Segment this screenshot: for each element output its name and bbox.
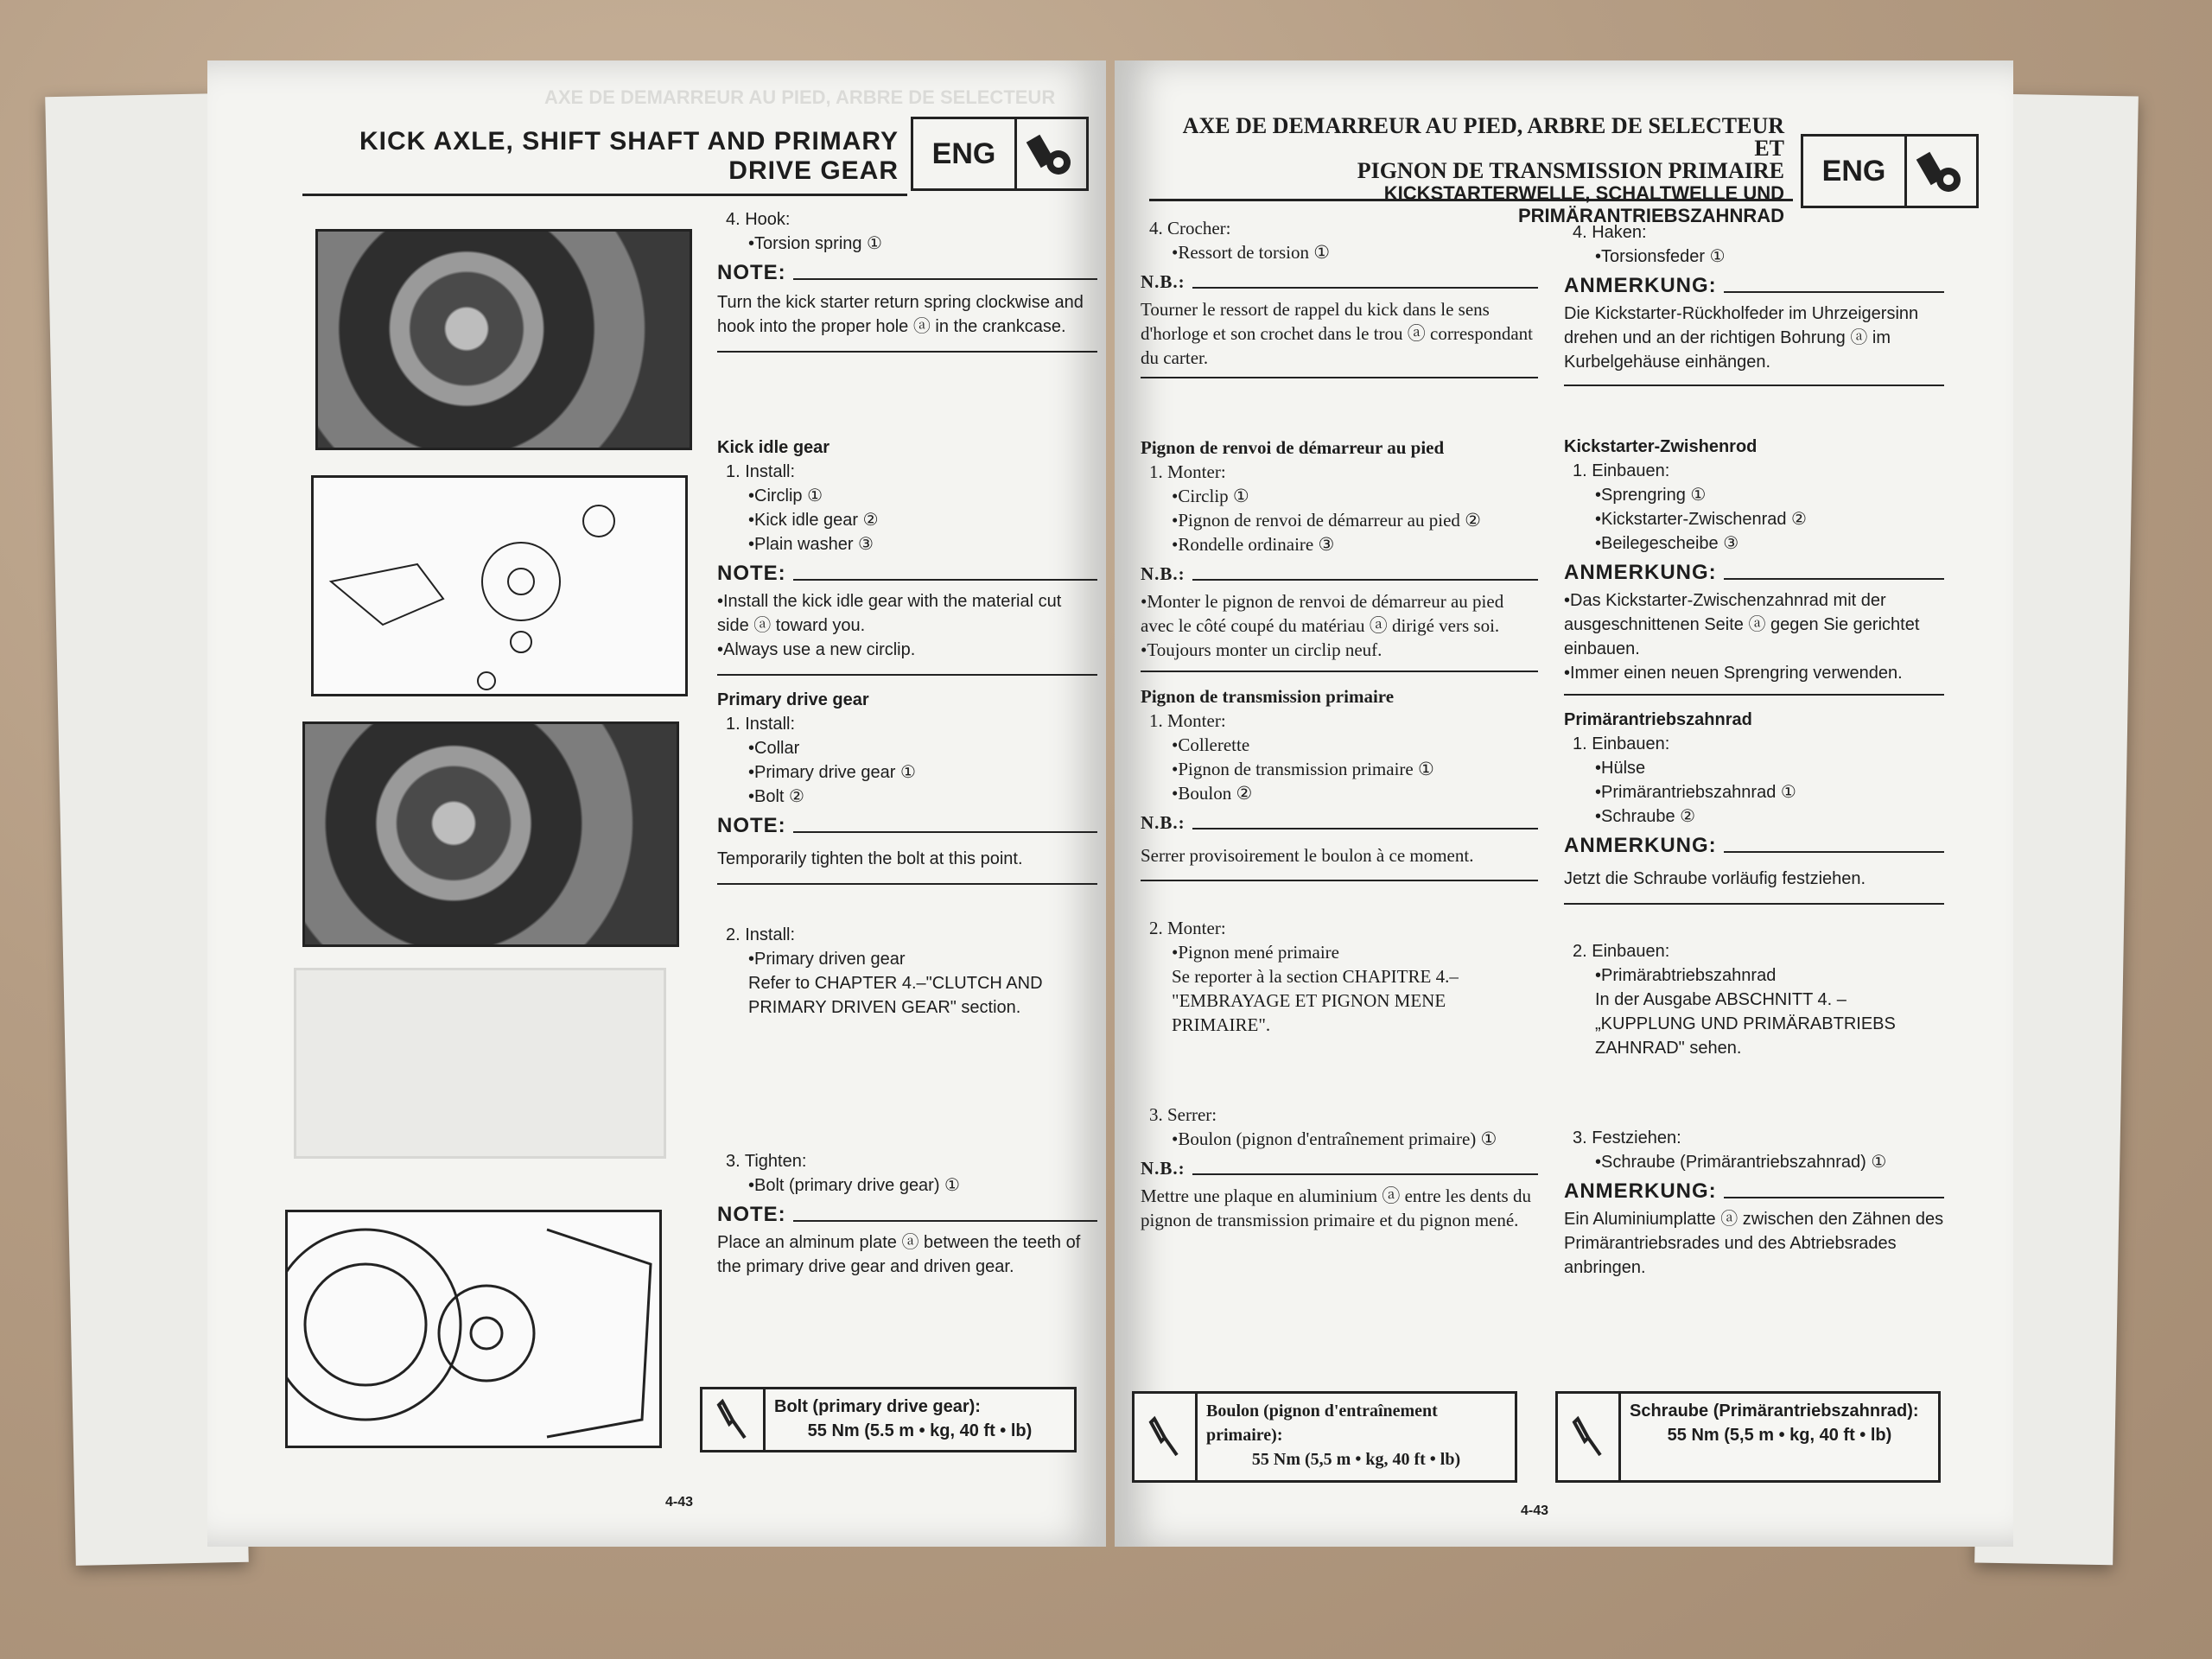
- primary-item: •Bolt ②: [748, 787, 804, 806]
- note-label: NOTE:: [717, 261, 786, 284]
- idle-item: •Circlip ①: [748, 486, 823, 505]
- anmerkung-label: ANMERKUNG:: [1564, 274, 1717, 297]
- fr-serrer-nb-header: [1141, 1156, 1538, 1180]
- install2-item: •Primary driven gear: [748, 950, 906, 969]
- de-idle-item: •Sprengring ①: [1595, 486, 1707, 505]
- de-primary-item: •Hülse: [1595, 759, 1646, 778]
- page-number: 4-43: [1521, 1503, 1549, 1518]
- note-label: NOTE:: [717, 562, 786, 585]
- eng-badge: [911, 117, 1089, 191]
- primary-item: •Primary drive gear ①: [748, 763, 916, 782]
- german-column: [1564, 220, 1944, 1280]
- divider: [717, 883, 1097, 885]
- fr-primary-step: 1. Monter:: [1149, 710, 1226, 731]
- fr-serrer-item: •Boulon (pignon d'entraînement primaire) ①: [1172, 1128, 1497, 1149]
- torque-spec-box: [700, 1387, 1077, 1452]
- divider: [1564, 903, 1944, 905]
- install2-ref: Refer to CHAPTER 4.–"CLUTCH AND PRIMARY DRIVEN GEAR" section.: [748, 974, 1043, 1017]
- idle-note-header: [717, 562, 1097, 586]
- engine-icon: [1907, 137, 1976, 206]
- fr-torque-value: 55 Nm (5,5 m • kg, 40 ft • lb): [1251, 1450, 1461, 1469]
- de-primary-note: Jetzt die Schraube vorläufig festziehen.: [1564, 869, 1866, 888]
- fr-idle-note: •Monter le pignon de renvoi de démarreur au pied avec le côté coupé du matériau ⓐ dirigé vers soi.: [1141, 591, 1504, 636]
- nb-label: N.B.:: [1141, 563, 1185, 584]
- hook-note-header: [717, 261, 1097, 285]
- fr-idle-item: •Rondelle ordinaire ③: [1172, 534, 1335, 555]
- fr-hook-step: 4. Crocher:: [1149, 218, 1231, 238]
- de-idle-step: 1. Einbauen:: [1573, 461, 1670, 480]
- divider: [1141, 377, 1538, 378]
- fr-mount2-step: 2. Monter:: [1149, 918, 1226, 938]
- fr-torque-spec-box: [1132, 1391, 1517, 1483]
- fr-serrer-step: 3. Serrer:: [1149, 1104, 1217, 1125]
- fr-idle-nb-header: [1141, 562, 1538, 586]
- primary-item: •Collar: [748, 739, 800, 758]
- title-rule: [302, 194, 907, 196]
- primary-drive-photo: [302, 721, 679, 947]
- tighten-step: 3. Tighten:: [726, 1152, 807, 1171]
- de-anm-header: [1564, 274, 1944, 298]
- de-torque-spec-box: [1555, 1391, 1941, 1483]
- note-label: NOTE:: [717, 814, 786, 837]
- page-number: 4-43: [665, 1495, 694, 1510]
- hook-item: •Torsion spring ①: [748, 234, 882, 253]
- engine-icon: [1017, 119, 1086, 188]
- fr-primary-note: Serrer provisoirement le boulon à ce moment.: [1141, 845, 1474, 866]
- idle-item: •Kick idle gear ②: [748, 511, 879, 530]
- idle-step: 1. Install:: [726, 462, 796, 481]
- fr-primary-item: •Boulon ②: [1172, 783, 1253, 804]
- primary-note: Temporarily tighten the bolt at this point.: [717, 849, 1023, 868]
- right-header: [1149, 108, 1979, 226]
- fr-serrer-note: Mettre une plaque en aluminium ⓐ entre les dents du pignon de transmission primaire et du pignon mené.: [1141, 1185, 1531, 1230]
- eng-badge: [1801, 134, 1979, 208]
- wrench-icon: [1558, 1394, 1621, 1480]
- anmerkung-label: ANMERKUNG:: [1564, 1179, 1717, 1203]
- fr-idle-item: •Pignon de renvoi de démarreur au pied ②: [1172, 510, 1481, 531]
- de-primary-heading: Primärantriebszahnrad: [1564, 710, 1752, 729]
- nb-label: N.B.:: [1141, 812, 1185, 833]
- de-primary-item: •Primärantriebszahnrad ①: [1595, 783, 1796, 802]
- torque-text: [766, 1389, 1074, 1450]
- fr-mount2-item: •Pignon mené primaire: [1172, 942, 1339, 963]
- wrench-icon: [1135, 1394, 1198, 1480]
- wrench-icon: [702, 1389, 766, 1450]
- idle-note: •Install the kick idle gear with the material cut side ⓐ toward you.: [717, 592, 1062, 635]
- french-column: [1141, 216, 1538, 1232]
- primary-step: 1. Install:: [726, 715, 796, 734]
- fr-hook-item: •Ressort de torsion ①: [1172, 242, 1331, 263]
- ghost-text: AXE DE DEMARREUR AU PIED, ARBRE DE SELECTEUR: [544, 86, 1056, 108]
- de-idle-item: •Kickstarter-Zwischenrad ②: [1595, 510, 1807, 529]
- de-hook-step: 4. Haken:: [1573, 223, 1647, 242]
- fr-mount2-ref: Se reporter à la section CHAPITRE 4.– "EMBRAYAGE ET PIGNON MENE PRIMAIRE".: [1172, 966, 1459, 1035]
- tighten-item: •Bolt (primary drive gear) ①: [748, 1176, 960, 1195]
- anmerkung-label: ANMERKUNG:: [1564, 834, 1717, 857]
- right-page: [1115, 60, 2013, 1547]
- de-idle-heading: Kickstarter-Zwishenrod: [1564, 437, 1758, 456]
- torque-value: 55 Nm (5.5 m • kg, 40 ft • lb): [807, 1421, 1033, 1440]
- fr-torque-text: [1198, 1394, 1515, 1480]
- de-torque-label: Schraube (Primärantriebszahnrad):: [1630, 1402, 1919, 1421]
- divider: [717, 674, 1097, 676]
- note-label: NOTE:: [717, 1203, 786, 1226]
- de-mount2-item: •Primärabtriebszahnrad: [1595, 966, 1777, 985]
- page-title: KICK AXLE, SHIFT SHAFT AND PRIMARY DRIVE GEAR: [359, 127, 899, 185]
- ghost-illustration: [294, 968, 666, 1159]
- de-festziehen-note: Ein Aluminiumplatte ⓐ zwischen den Zähnen des Primärantriebsrades und des Abtriebsrades anbringen.: [1564, 1210, 1944, 1277]
- idle-note: •Always use a new circlip.: [717, 640, 916, 659]
- hook-note: Turn the kick starter return spring clockwise and hook into the proper hole ⓐ in the crankcase.: [717, 293, 1084, 336]
- anmerkung-label: ANMERKUNG:: [1564, 561, 1717, 584]
- crankcase-photo: [315, 229, 692, 450]
- left-header: [302, 108, 1089, 203]
- de-idle-note: •Immer einen neuen Sprengring verwenden.: [1564, 664, 1903, 683]
- title-rule: [1149, 199, 1793, 201]
- de-mount2-step: 2. Einbauen:: [1573, 942, 1670, 961]
- tighten-note: Place an alminum plate ⓐ between the teeth of the primary drive gear and driven gear.: [717, 1233, 1081, 1276]
- de-primary-item: •Schraube ②: [1595, 807, 1696, 826]
- de-idle-note: •Das Kickstarter-Zwischenzahnrad mit der ausgeschnittenen Seite ⓐ gegen Sie gerichtet einbauen.: [1564, 591, 1920, 658]
- fr-hook-note: Tourner le ressort de rappel du kick dans le sens d'horloge et son crochet dans le trou ⓐ correspondant du carter.: [1141, 299, 1533, 368]
- eng-label: ENG: [1803, 137, 1907, 206]
- fr-nb-header: [1141, 270, 1538, 294]
- de-festziehen-step: 3. Festziehen:: [1573, 1128, 1681, 1147]
- de-torque-text: [1621, 1394, 1938, 1480]
- de-hook-note: Die Kickstarter-Rückholfeder im Uhrzeigersinn drehen und an der richtigen Bohrung ⓐ im Kurbelgehäuse einhängen.: [1564, 304, 1919, 372]
- fr-idle-note: •Toujours monter un circlip neuf.: [1141, 639, 1382, 660]
- left-text-column: [717, 207, 1097, 1279]
- eng-label: ENG: [913, 119, 1017, 188]
- divider: [1141, 880, 1538, 881]
- divider: [1564, 385, 1944, 386]
- nb-label: N.B.:: [1141, 271, 1185, 292]
- de-festziehen-item: •Schraube (Primärantriebszahnrad) ①: [1595, 1153, 1887, 1172]
- divider: [1141, 671, 1538, 672]
- fr-primary-item: •Pignon de transmission primaire ①: [1172, 759, 1434, 779]
- fr-idle-item: •Circlip ①: [1172, 486, 1249, 506]
- divider: [1564, 694, 1944, 696]
- install2-step: 2. Install:: [726, 925, 796, 944]
- de-mount2-ref: In der Ausgabe ABSCHNITT 4. – „KUPPLUNG UND PRIMÄRABTRIEBS ZAHNRAD" sehen.: [1595, 990, 1896, 1058]
- kick-idle-gear-diagram: [311, 475, 688, 696]
- fr-idle-step: 1. Monter:: [1149, 461, 1226, 482]
- tighten-note-header: [717, 1203, 1097, 1227]
- primary-drive-heading: Primary drive gear: [717, 690, 869, 709]
- kick-idle-heading: Kick idle gear: [717, 438, 830, 457]
- primary-note-header: [717, 814, 1097, 838]
- de-torque-value: 55 Nm (5,5 m • kg, 40 ft • lb): [1667, 1426, 1892, 1445]
- de-idle-item: •Beilegescheibe ③: [1595, 534, 1739, 553]
- divider: [717, 351, 1097, 353]
- fr-primary-nb-header: [1141, 810, 1538, 835]
- nb-label: N.B.:: [1141, 1158, 1185, 1179]
- de-festziehen-anm-header: [1564, 1179, 1944, 1204]
- fr-primary-heading: Pignon de transmission primaire: [1141, 686, 1395, 707]
- fr-idle-heading: Pignon de renvoi de démarreur au pied: [1141, 437, 1445, 458]
- idle-item: •Plain washer ③: [748, 535, 874, 554]
- de-primary-anm-header: [1564, 834, 1944, 858]
- fr-primary-item: •Collerette: [1172, 734, 1250, 755]
- clutch-gear-diagram: [285, 1210, 662, 1448]
- de-hook-item: •Torsionsfeder ①: [1595, 247, 1726, 266]
- de-idle-anm-header: [1564, 561, 1944, 585]
- de-primary-step: 1. Einbauen:: [1573, 734, 1670, 753]
- left-page: [207, 60, 1106, 1547]
- page-title-fr-de: AXE DE DEMARREUR AU PIED, ARBRE DE SELECTEUR ET PIGNON DE TRANSMISSION PRIMAIRE KICKSTARTERWELLE, SCHALTWELLE UND PRIMÄRANTRIEBSZAHNRAD: [1182, 113, 1784, 226]
- torque-label: Bolt (primary drive gear):: [774, 1397, 981, 1416]
- fr-torque-label: Boulon (pignon d'entraînement primaire):: [1206, 1402, 1438, 1445]
- hook-step: 4. Hook:: [726, 210, 791, 229]
